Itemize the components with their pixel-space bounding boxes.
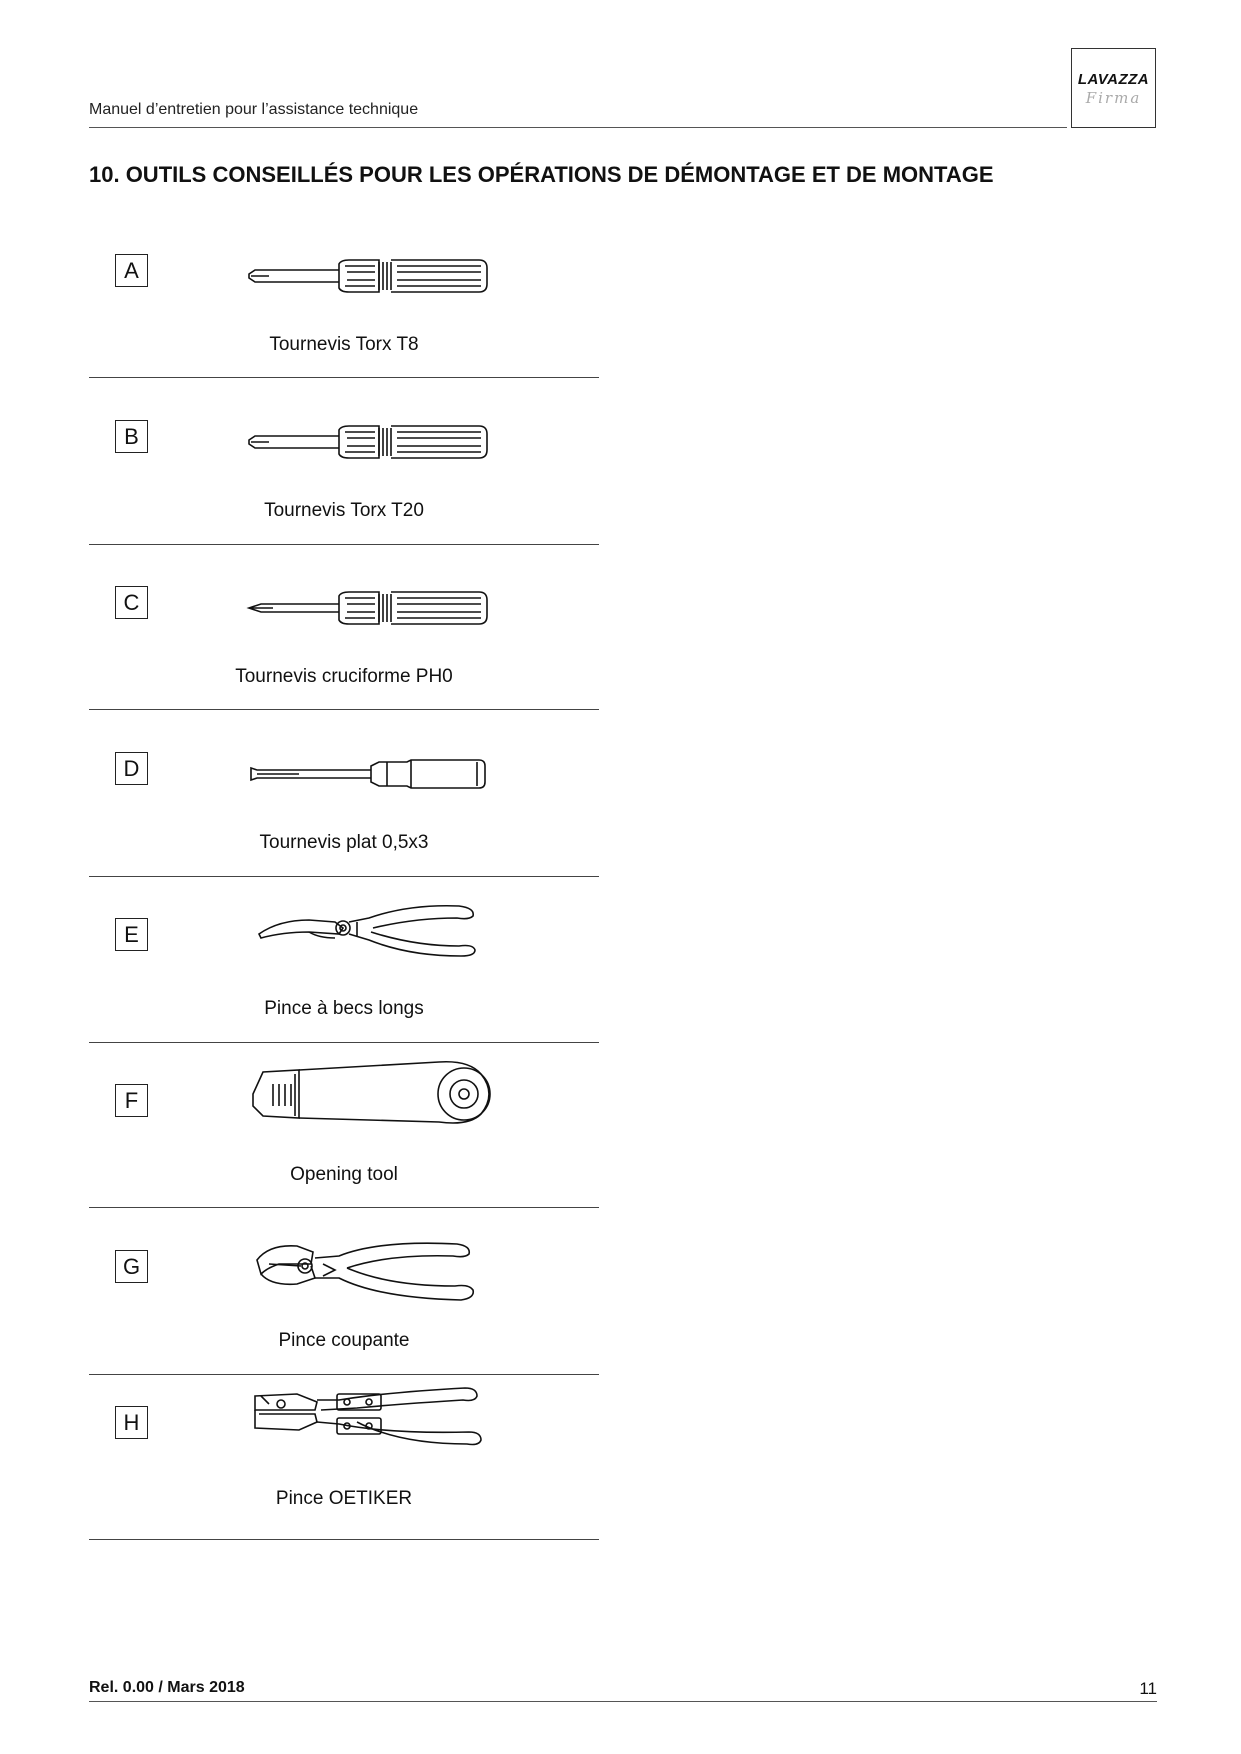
oetiker-pliers-icon xyxy=(239,1382,539,1462)
tool-row-h xyxy=(89,1374,599,1540)
tool-label: Tournevis Torx T20 xyxy=(264,500,424,521)
tool-letter: G xyxy=(115,1250,148,1283)
footer-rule xyxy=(89,1701,1157,1702)
tool-label: Tournevis cruciforme PH0 xyxy=(235,666,453,687)
page-number: 11 xyxy=(1139,1679,1157,1698)
tool-row-d xyxy=(89,710,599,877)
tool-letter: E xyxy=(115,918,148,951)
tool-label: Opening tool xyxy=(290,1164,398,1185)
brand-logo xyxy=(1071,48,1156,128)
torx-screwdriver-icon xyxy=(239,242,539,322)
tool-row-f xyxy=(89,1042,599,1208)
tool-row-e xyxy=(89,876,599,1043)
tool-label: Pince à becs longs xyxy=(264,998,424,1019)
flat-screwdriver-icon xyxy=(239,740,539,820)
tool-label: Tournevis plat 0,5x3 xyxy=(259,832,429,853)
tool-label: Tournevis Torx T8 xyxy=(269,334,419,355)
phillips-screwdriver-icon xyxy=(239,574,539,654)
tool-label: Pince coupante xyxy=(278,1330,410,1351)
section-title: 10. OUTILS CONSEILLÉS POUR LES OPÉRATIONS DE DÉMONTAGE ET DE MONTAGE xyxy=(89,162,994,187)
tool-row-g xyxy=(89,1208,599,1375)
tool-row-b xyxy=(89,378,599,545)
tool-letter: F xyxy=(115,1084,148,1117)
release-info: Rel. 0.00 / Mars 2018 xyxy=(89,1679,245,1696)
logo-subtitle: Firma xyxy=(1085,89,1142,107)
tool-letter: C xyxy=(115,586,148,619)
long-nose-pliers-icon xyxy=(239,898,539,978)
cutting-pliers-icon xyxy=(239,1234,539,1314)
tool-letter: A xyxy=(115,254,148,287)
tool-row-c xyxy=(89,544,599,710)
tool-label: Pince OETIKER xyxy=(275,1488,413,1509)
tool-letter: H xyxy=(115,1406,148,1439)
tool-letter: B xyxy=(115,420,148,453)
logo-wordmark: LAVAZZA xyxy=(1077,71,1150,88)
header-rule xyxy=(89,127,1067,128)
tool-row-a xyxy=(89,212,599,378)
opening-tool-icon xyxy=(239,1054,539,1134)
tool-letter: D xyxy=(115,752,148,785)
header-title: Manuel d’entretien pour l’assistance technique xyxy=(89,101,419,118)
torx-screwdriver-icon xyxy=(239,408,539,488)
